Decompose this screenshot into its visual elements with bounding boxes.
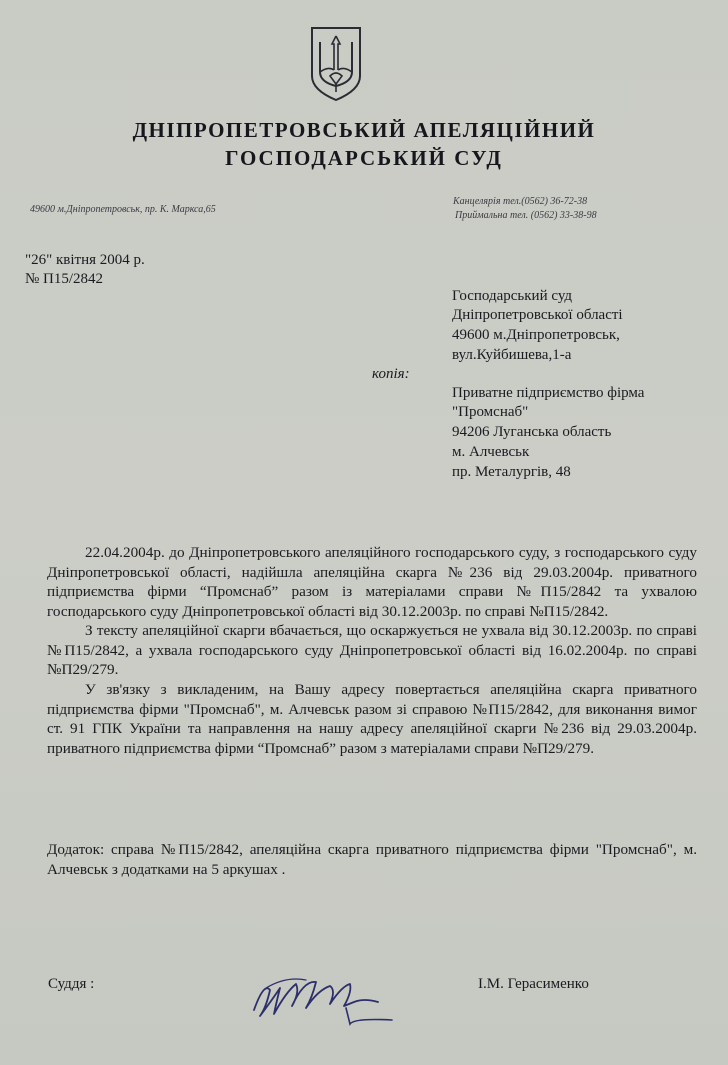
signature-icon	[246, 962, 396, 1032]
paragraph-3	[47, 680, 697, 758]
attachment-text: Додаток: справа №П15/2842, апеляційна скарга приватного підприємства фірми "Промснаб", м. Алчевськ з додатками на 5 аркушах .	[47, 841, 697, 878]
judge-label: Суддя :	[48, 976, 95, 992]
trident-emblem-icon	[308, 26, 364, 102]
recipient-line: 49600 м.Дніпропетровськ,	[452, 327, 620, 343]
paragraph-1-text: 22.04.2004р. до Дніпропетровського апеляційного господарського суду, з господарського суду Дніпропетровської області, надійшла апеляційна скарга №236 від 29.03.2004р. приватного підприємства фірми “Промснаб” разом із матеріалами справи №П15/2842 та ухвалою господарського суду Дніпропетровської області від 30.12.2003р. по справі №П15/2842.	[47, 544, 697, 620]
copy-recipient-line: пр. Металургів, 48	[452, 464, 571, 480]
paragraph-1	[47, 543, 697, 621]
recipient-line: вул.Куйбишева,1-а	[452, 347, 572, 363]
court-title-line2: ГОСПОДАРСЬКИЙ СУД	[225, 146, 503, 170]
paragraph-2	[47, 621, 697, 680]
paragraph-3-text: У зв'язку з викладеним, на Вашу адресу повертається апеляційна скарга приватного підприємства фірми "Промснаб", м. Алчевськ разом зі справою №П15/2842, для виконання вимог ст. 91 ГПК України та направлення на нашу адресу апеляційної скарги №236 від 29.03.2004р. приватного підприємства фірми “Промснаб” разом з матеріалами справи №П29/279.	[47, 681, 697, 757]
recipient-line: Господарський суд	[452, 288, 573, 304]
letter-number: № П15/2842	[25, 271, 104, 287]
phone-chancellery: Канцелярія тел.(0562) 36-72-38	[453, 196, 588, 207]
copy-recipient-line: 94206 Луганська область	[452, 424, 612, 440]
letter-date: "26" квітня 2004 р.	[25, 252, 145, 268]
copy-recipient-line: "Промснаб"	[452, 404, 529, 420]
court-title-line1: ДНІПРОПЕТРОВСЬКИЙ АПЕЛЯЦІЙНИЙ	[132, 118, 596, 142]
paragraph-2-text: З тексту апеляційної скарги вбачається, що оскаржується не ухвала від 30.12.2003р. по справі №П15/2842, а ухвала господарського суду Дніпропетровської області від 16.02.2004р. по справі №П29/279.	[47, 622, 697, 678]
judge-name: І.М. Герасименко	[478, 976, 589, 992]
phone-reception: Приймальна тел. (0562) 33-38-98	[455, 210, 597, 221]
copy-recipient-line: Приватне підприємство фірма	[452, 385, 645, 401]
recipient-line: Дніпропетровської області	[452, 307, 623, 323]
attachment-note	[47, 840, 697, 879]
copy-recipient-line: м. Алчевськ	[452, 444, 530, 460]
court-address: 49600 м.Дніпропетровськ, пр. К. Маркса,65	[30, 204, 216, 215]
copy-label: копія:	[372, 366, 410, 382]
